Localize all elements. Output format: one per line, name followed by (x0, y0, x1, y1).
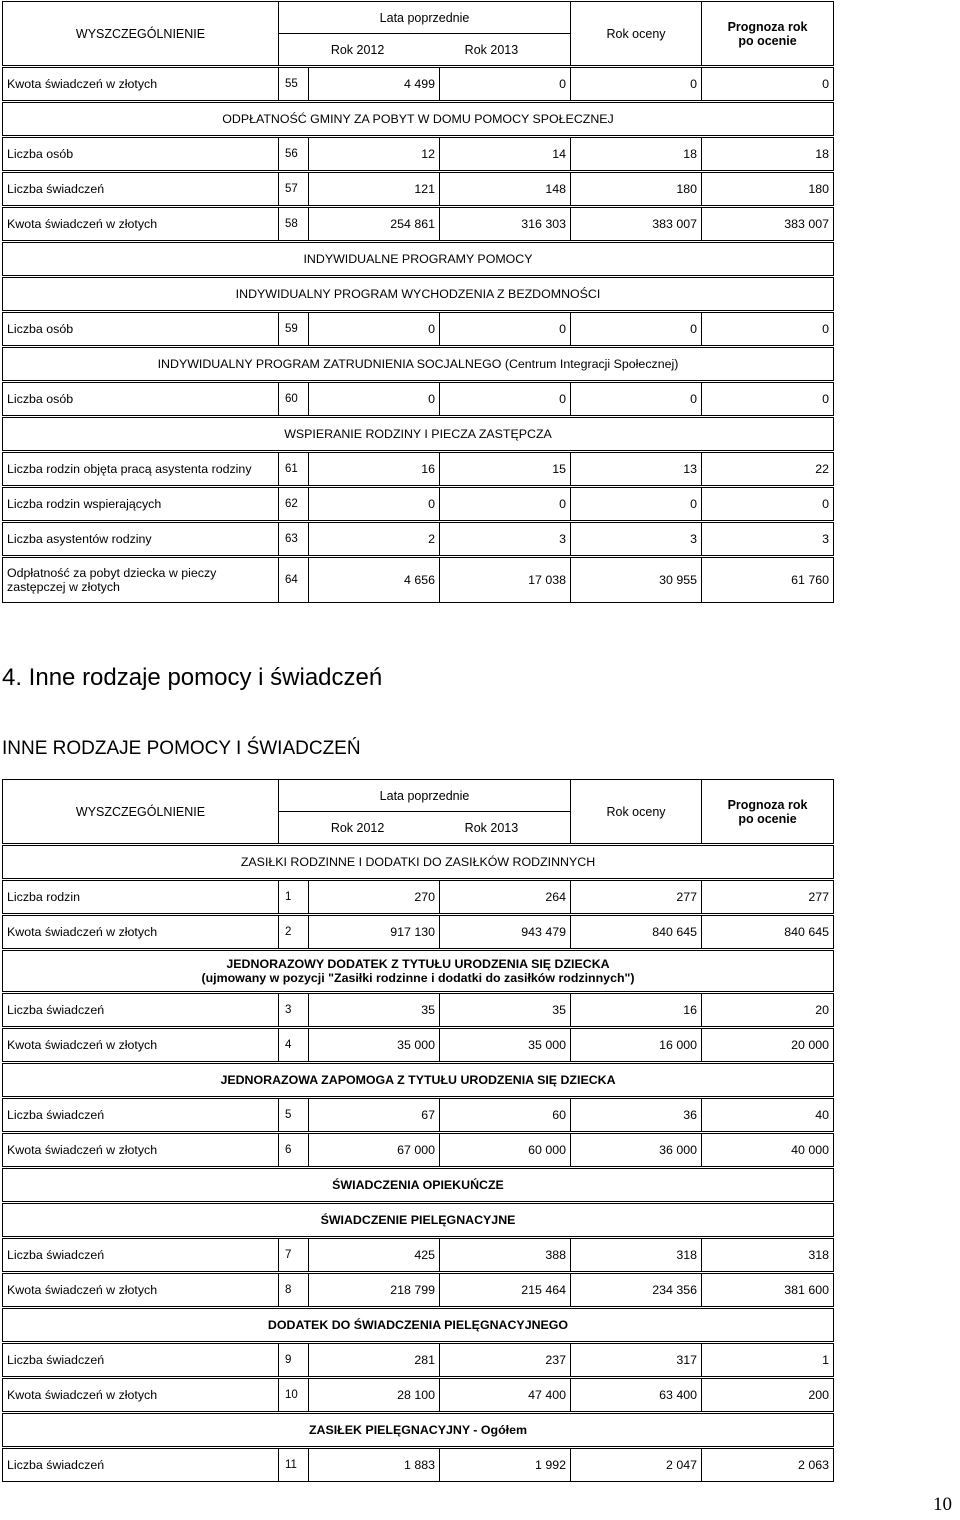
value-forecast: 277 (702, 881, 834, 914)
row-label: Odpłatność za pobyt dziecka w pieczy zastępczej w złotych (3, 558, 279, 603)
section-title: INDYWIDUALNE PROGRAMY POMOCY (3, 243, 834, 276)
page-number: 10 (933, 1494, 952, 1515)
value-forecast: 1 (702, 1344, 834, 1377)
value-2012: 2 (309, 523, 440, 556)
header-forecast-line1: Prognoza rok (727, 797, 808, 812)
row-number: 7 (279, 1239, 309, 1272)
header-prev-years-label: Lata poprzednie (379, 788, 470, 803)
value-rating-year: 16 (571, 994, 702, 1027)
value-forecast: 20 000 (702, 1029, 834, 1062)
row-label: Kwota świadczeń w złotych (3, 1134, 279, 1167)
value-2013: 3 (440, 523, 571, 556)
section-title-line2: (ujmowany w pozycji "Zasiłki rodzinne i dodatki do zasiłków rodzinnych") (201, 971, 635, 985)
section-title: ZASIŁKI RODZINNE I DODATKI DO ZASIŁKÓW RODZINNYCH (3, 846, 834, 879)
row-label: Kwota świadczeń w złotych (3, 1029, 279, 1062)
row-number: 2 (279, 916, 309, 949)
section-title: WSPIERANIE RODZINY I PIECZA ZASTĘPCZA (3, 418, 834, 451)
value-forecast: 318 (702, 1239, 834, 1272)
row-label: Liczba rodzin objęta pracą asystenta rodziny (3, 453, 279, 486)
social-assistance-table (2, 1, 834, 603)
table-row (3, 383, 834, 416)
table-row (3, 994, 834, 1027)
header-forecast (702, 2, 834, 66)
row-number: 5 (279, 1099, 309, 1132)
value-rating-year: 30 955 (571, 558, 702, 603)
row-number: 11 (279, 1449, 309, 1482)
row-number: 55 (279, 68, 309, 101)
header-year-2013: Rok 2013 (464, 42, 519, 57)
header-rating-year: Rok oceny (571, 2, 702, 66)
value-2012: 67 000 (309, 1134, 440, 1167)
table-row (3, 881, 834, 914)
row-number: 57 (279, 173, 309, 206)
value-rating-year: 383 007 (571, 208, 702, 241)
value-2012: 16 (309, 453, 440, 486)
section-row (3, 1309, 834, 1342)
section-title: ODPŁATNOŚĆ GMINY ZA POBYT W DOMU POMOCY SPOŁECZNEJ (3, 103, 834, 136)
section-title: DODATEK DO ŚWIADCZENIA PIELĘGNACYJNEGO (3, 1309, 834, 1342)
value-2012: 12 (309, 138, 440, 171)
row-label: Liczba świadczeń (3, 1344, 279, 1377)
row-label: Kwota świadczeń w złotych (3, 1274, 279, 1307)
value-forecast: 3 (702, 523, 834, 556)
value-forecast: 0 (702, 313, 834, 346)
header-years (279, 34, 571, 66)
value-rating-year: 3 (571, 523, 702, 556)
value-2012: 0 (309, 488, 440, 521)
table-row (3, 138, 834, 171)
value-forecast: 0 (702, 488, 834, 521)
value-2013: 60 (440, 1099, 571, 1132)
value-2012: 0 (309, 383, 440, 416)
section-row (3, 278, 834, 311)
value-rating-year: 0 (571, 68, 702, 101)
section-row (3, 243, 834, 276)
row-label: Kwota świadczeń w złotych (3, 916, 279, 949)
header-row (3, 780, 834, 812)
section-row (3, 348, 834, 381)
section-row (3, 951, 834, 992)
value-2012: 4 499 (309, 68, 440, 101)
section-row (3, 846, 834, 879)
header-year-2012: Rok 2012 (330, 820, 385, 835)
row-number: 8 (279, 1274, 309, 1307)
value-2013: 0 (440, 488, 571, 521)
value-2012: 0 (309, 313, 440, 346)
value-2013: 237 (440, 1344, 571, 1377)
value-2013: 0 (440, 313, 571, 346)
table-row (3, 1099, 834, 1132)
value-rating-year: 180 (571, 173, 702, 206)
row-label: Liczba świadczeń (3, 1449, 279, 1482)
row-label: Liczba świadczeń (3, 994, 279, 1027)
value-2012: 218 799 (309, 1274, 440, 1307)
value-2013: 943 479 (440, 916, 571, 949)
value-2013: 264 (440, 881, 571, 914)
value-2013: 47 400 (440, 1379, 571, 1412)
row-number: 63 (279, 523, 309, 556)
value-forecast: 22 (702, 453, 834, 486)
value-2012: 28 100 (309, 1379, 440, 1412)
row-label: Liczba świadczeń (3, 173, 279, 206)
header-description: WYSZCZEGÓLNIENIE (3, 2, 279, 66)
value-rating-year: 16 000 (571, 1029, 702, 1062)
value-forecast: 18 (702, 138, 834, 171)
table-row (3, 1029, 834, 1062)
table-row (3, 916, 834, 949)
row-label: Liczba świadczeń (3, 1099, 279, 1132)
header-years (279, 812, 571, 844)
value-2013: 215 464 (440, 1274, 571, 1307)
section-title (3, 951, 834, 992)
value-rating-year: 36 (571, 1099, 702, 1132)
table-row (3, 1379, 834, 1412)
section-row (3, 1414, 834, 1447)
value-2013: 35 (440, 994, 571, 1027)
value-rating-year: 317 (571, 1344, 702, 1377)
value-forecast: 40 000 (702, 1134, 834, 1167)
value-2012: 425 (309, 1239, 440, 1272)
table-row (3, 558, 834, 603)
row-label: Liczba rodzin wspierających (3, 488, 279, 521)
section-title: ŚWIADCZENIE PIELĘGNACYJNE (3, 1204, 834, 1237)
value-rating-year: 2 047 (571, 1449, 702, 1482)
value-rating-year: 13 (571, 453, 702, 486)
table-row (3, 173, 834, 206)
header-previous-years (279, 780, 571, 812)
row-label: Liczba rodzin (3, 881, 279, 914)
table-heading: INNE RODZAJE POMOCY I ŚWIADCZEŃ (2, 738, 361, 759)
value-rating-year: 0 (571, 313, 702, 346)
value-rating-year: 0 (571, 383, 702, 416)
value-forecast: 200 (702, 1379, 834, 1412)
value-2013: 1 992 (440, 1449, 571, 1482)
value-forecast: 2 063 (702, 1449, 834, 1482)
value-2013: 14 (440, 138, 571, 171)
value-rating-year: 234 356 (571, 1274, 702, 1307)
section-title: ŚWIADCZENIA OPIEKUŃCZE (3, 1169, 834, 1202)
header-forecast-line1: Prognoza rok (727, 19, 808, 34)
value-2012: 35 000 (309, 1029, 440, 1062)
table-row (3, 1134, 834, 1167)
value-2012: 254 861 (309, 208, 440, 241)
table-row (3, 1274, 834, 1307)
table-row (3, 1344, 834, 1377)
header-forecast-line2: po ocenie (738, 811, 797, 826)
value-2013: 0 (440, 68, 571, 101)
value-rating-year: 0 (571, 488, 702, 521)
value-2012: 35 (309, 994, 440, 1027)
row-number: 62 (279, 488, 309, 521)
row-number: 60 (279, 383, 309, 416)
section-title: ZASIŁEK PIELĘGNACYJNY - Ogółem (3, 1414, 834, 1447)
section-row (3, 1204, 834, 1237)
value-forecast: 0 (702, 68, 834, 101)
value-forecast: 40 (702, 1099, 834, 1132)
row-label: Kwota świadczeń w złotych (3, 1379, 279, 1412)
value-forecast: 840 645 (702, 916, 834, 949)
row-number: 6 (279, 1134, 309, 1167)
header-description: WYSZCZEGÓLNIENIE (3, 780, 279, 844)
section-title: INDYWIDUALNY PROGRAM ZATRUDNIENIA SOCJALNEGO (Centrum Integracji Społecznej) (3, 348, 834, 381)
value-forecast: 20 (702, 994, 834, 1027)
value-forecast: 180 (702, 173, 834, 206)
row-label: Liczba świadczeń (3, 1239, 279, 1272)
row-number: 59 (279, 313, 309, 346)
row-label: Liczba asystentów rodziny (3, 523, 279, 556)
value-rating-year: 318 (571, 1239, 702, 1272)
table-row (3, 488, 834, 521)
value-rating-year: 36 000 (571, 1134, 702, 1167)
table-row (3, 1239, 834, 1272)
row-number: 4 (279, 1029, 309, 1062)
header-row (3, 2, 834, 34)
header-forecast (702, 780, 834, 844)
section-title: INDYWIDUALNY PROGRAM WYCHODZENIA Z BEZDOMNOŚCI (3, 278, 834, 311)
row-label: Liczba osób (3, 383, 279, 416)
value-2012: 1 883 (309, 1449, 440, 1482)
value-rating-year: 277 (571, 881, 702, 914)
value-2012: 281 (309, 1344, 440, 1377)
value-2012: 270 (309, 881, 440, 914)
row-label: Kwota świadczeń w złotych (3, 208, 279, 241)
header-prev-years-label: Lata poprzednie (379, 10, 470, 25)
table-row (3, 453, 834, 486)
value-2013: 35 000 (440, 1029, 571, 1062)
header-forecast-line2: po ocenie (738, 33, 797, 48)
row-number: 1 (279, 881, 309, 914)
section-heading: 4. Inne rodzaje pomocy i świadczeń (2, 664, 383, 691)
row-number: 10 (279, 1379, 309, 1412)
value-2013: 148 (440, 173, 571, 206)
value-2013: 0 (440, 383, 571, 416)
row-number: 9 (279, 1344, 309, 1377)
value-2013: 316 303 (440, 208, 571, 241)
row-number: 3 (279, 994, 309, 1027)
table-row (3, 1449, 834, 1482)
value-2013: 15 (440, 453, 571, 486)
header-rating-year: Rok oceny (571, 780, 702, 844)
value-rating-year: 840 645 (571, 916, 702, 949)
value-2012: 4 656 (309, 558, 440, 603)
row-number: 58 (279, 208, 309, 241)
table-row (3, 313, 834, 346)
value-rating-year: 63 400 (571, 1379, 702, 1412)
row-label: Liczba osób (3, 138, 279, 171)
row-label: Liczba osób (3, 313, 279, 346)
section-row (3, 103, 834, 136)
header-previous-years (279, 2, 571, 34)
table-row (3, 523, 834, 556)
value-2013: 60 000 (440, 1134, 571, 1167)
value-2012: 917 130 (309, 916, 440, 949)
section-title-line1: JEDNORAZOWY DODATEK Z TYTUŁU URODZENIA SIĘ DZIECKA (226, 957, 610, 971)
row-number: 61 (279, 453, 309, 486)
value-rating-year: 18 (571, 138, 702, 171)
value-forecast: 381 600 (702, 1274, 834, 1307)
value-forecast: 383 007 (702, 208, 834, 241)
value-2013: 388 (440, 1239, 571, 1272)
value-2012: 67 (309, 1099, 440, 1132)
value-2012: 121 (309, 173, 440, 206)
table-row (3, 208, 834, 241)
table-row (3, 68, 834, 101)
header-year-2012: Rok 2012 (330, 42, 385, 57)
section-title: JEDNORAZOWA ZAPOMOGA Z TYTUŁU URODZENIA SIĘ DZIECKA (3, 1064, 834, 1097)
value-2013: 17 038 (440, 558, 571, 603)
value-forecast: 0 (702, 383, 834, 416)
other-assistance-table (2, 779, 834, 1482)
header-year-2013: Rok 2013 (464, 820, 519, 835)
section-row (3, 1169, 834, 1202)
value-forecast: 61 760 (702, 558, 834, 603)
row-label: Kwota świadczeń w złotych (3, 68, 279, 101)
section-row (3, 418, 834, 451)
row-number: 64 (279, 558, 309, 603)
section-row (3, 1064, 834, 1097)
row-number: 56 (279, 138, 309, 171)
